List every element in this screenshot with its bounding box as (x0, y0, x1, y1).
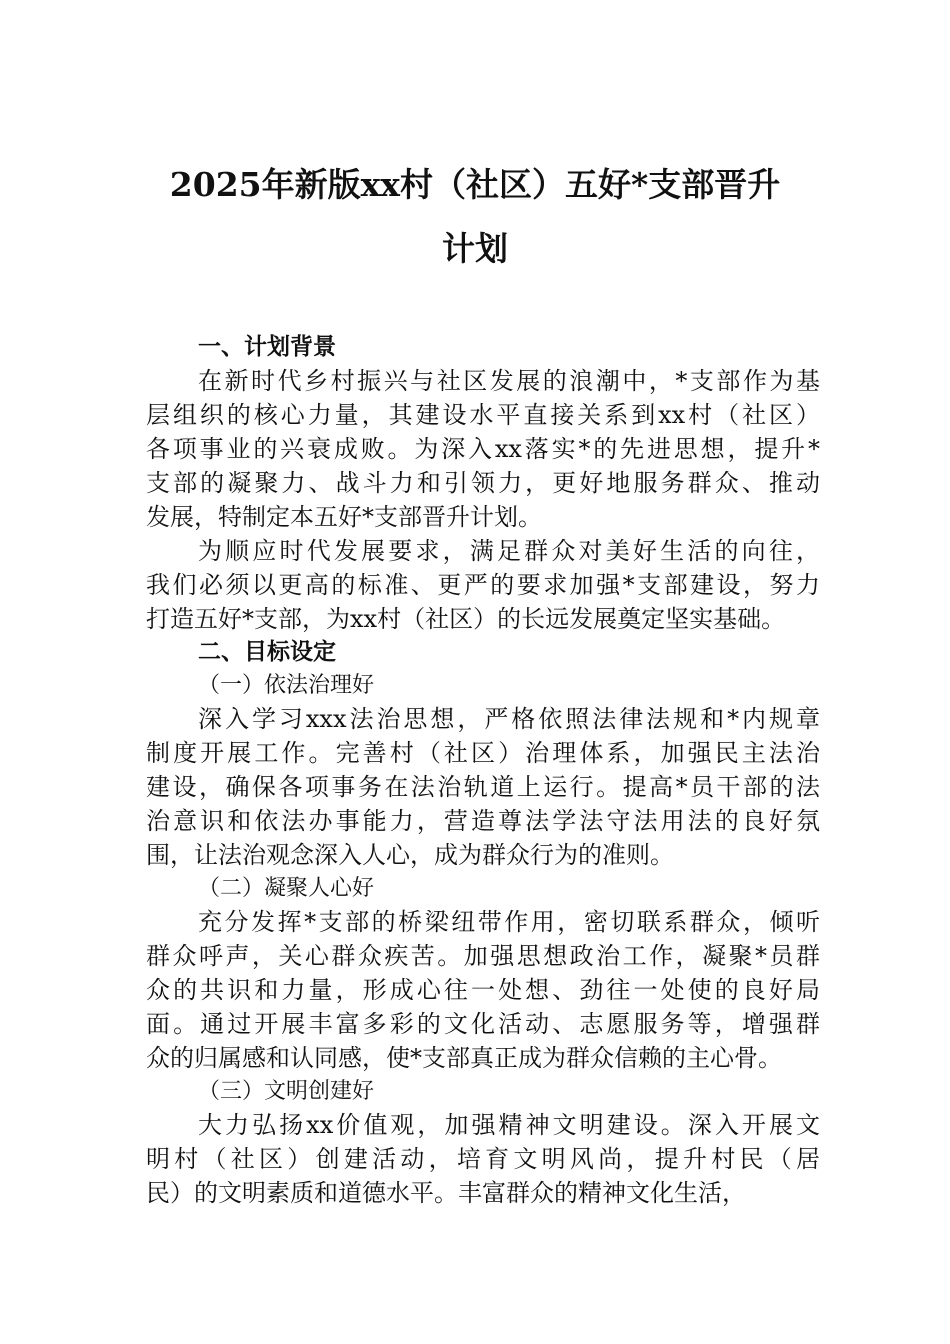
paragraph-line: 在新时代乡村振兴与社区发展的浪潮中，*支部作为基 (198, 367, 820, 395)
paragraph-line: 打造五好*支部，为xx村（社区）的长远发展奠定坚实基础。 (146, 605, 786, 633)
document-title-line-2: 计划 (442, 229, 508, 268)
paragraph (146, 534, 820, 636)
paragraph (146, 364, 820, 534)
document-body (146, 331, 820, 1210)
paragraph-line: 民）的文明素质和道德水平。丰富群众的精神文化生活， (146, 1179, 746, 1207)
paragraph-line: 各项事业的兴衰成败。为深入xx落实*的先进思想，提升* (146, 435, 820, 463)
paragraph-line: 我们必须以更高的标准、更严的要求加强*支部建设，努力 (146, 571, 820, 599)
subsection-heading: （一）依法治理好 (198, 673, 375, 698)
paragraph-line: 发展，特制定本五好*支部晋升计划。 (146, 503, 542, 531)
paragraph-line: 众的归属感和认同感，使*支部真正成为群众信赖的主心骨。 (146, 1044, 782, 1072)
paragraph-line: 众的共识和力量，形成心往一处想、劲往一处使的良好局 (146, 976, 820, 1004)
paragraph-line: 建设，确保各项事务在法治轨道上运行。提高*员干部的法 (146, 773, 820, 801)
paragraph-line: 为顺应时代发展要求，满足群众对美好生活的向往， (198, 537, 820, 565)
section-heading: 一、计划背景 (198, 334, 336, 360)
paragraph (146, 905, 820, 1075)
section-heading: 二、目标设定 (198, 639, 336, 665)
paragraph-line: 层组织的核心力量，其建设水平直接关系到xx村（社区） (146, 401, 820, 429)
paragraph-line: 明村（社区）创建活动，培育文明风尚，提升村民（居 (146, 1145, 820, 1173)
paragraph-line: 大力弘扬xx价值观，加强精神文明建设。深入开展文 (198, 1111, 820, 1139)
paragraph-line: 群众呼声，关心群众疾苦。加强思想政治工作，凝聚*员群 (146, 942, 820, 970)
subsection-heading: （三）文明创建好 (198, 1079, 375, 1104)
paragraph (146, 702, 820, 872)
paragraph-line: 支部的凝聚力、战斗力和引领力，更好地服务群众、推动 (146, 469, 820, 497)
paragraph-line: 面。通过开展丰富多彩的文化活动、志愿服务等，增强群 (146, 1010, 820, 1038)
paragraph (146, 1108, 820, 1210)
paragraph-line: 围，让法治观念深入人心，成为群众行为的准则。 (146, 841, 674, 869)
paragraph-line: 制度开展工作。完善村（社区）治理体系，加强民主法治 (146, 739, 820, 767)
paragraph-line: 治意识和依法办事能力，营造尊法学法守法用法的良好氛 (146, 807, 820, 835)
document-title-line-1: 2025年新版xx村（社区）五好*支部晋升 (169, 165, 781, 204)
subsection-heading: （二）凝聚人心好 (198, 876, 375, 901)
paragraph-line: 深入学习xxx法治思想，严格依照法律法规和*内规章 (198, 705, 820, 733)
paragraph-line: 充分发挥*支部的桥梁纽带作用，密切联系群众，倾听 (198, 908, 820, 936)
